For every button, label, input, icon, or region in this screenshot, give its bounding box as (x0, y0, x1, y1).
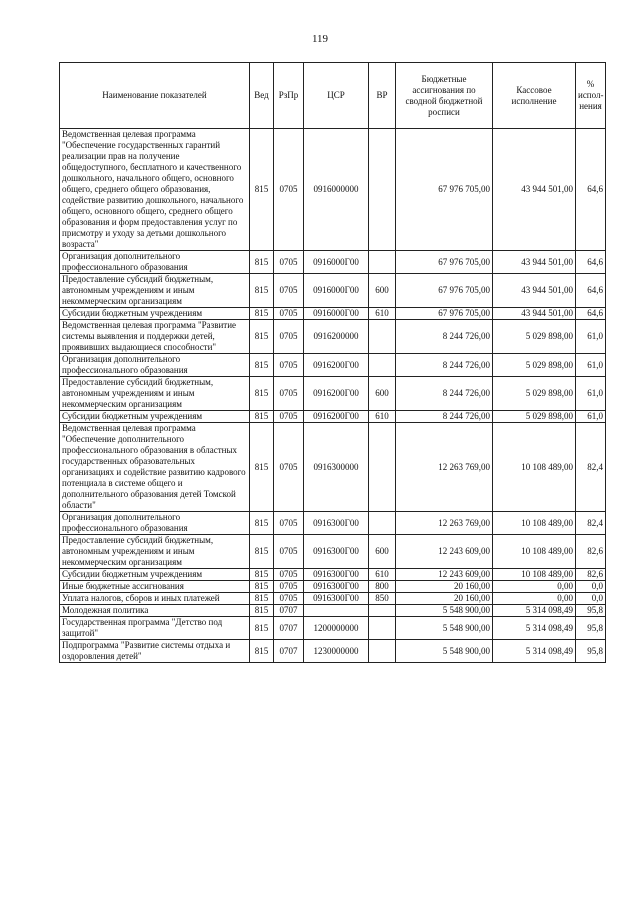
cell-assign: 5 548 900,00 (396, 605, 493, 617)
cell-vr: 600 (369, 535, 396, 569)
cell-vr: 850 (369, 593, 396, 605)
cell-assign: 12 263 769,00 (396, 423, 493, 512)
cell-ved: 815 (250, 308, 274, 320)
cell-cash: 10 108 489,00 (493, 423, 576, 512)
table-header-row (60, 63, 606, 129)
cell-assign: 8 244 726,00 (396, 320, 493, 354)
cell-ved: 815 (250, 617, 274, 640)
cell-cash: 43 944 501,00 (493, 251, 576, 274)
cell-csr: 0916000Г00 (304, 274, 369, 308)
cell-vr: 800 (369, 581, 396, 593)
table-row (60, 593, 606, 605)
cell-rzpr: 0705 (274, 320, 304, 354)
cell-pct: 95,8 (576, 605, 606, 617)
cell-csr: 0916300000 (304, 423, 369, 512)
header-vr: ВР (369, 63, 396, 129)
cell-ved: 815 (250, 640, 274, 663)
cell-assign: 8 244 726,00 (396, 377, 493, 411)
cell-cash: 5 029 898,00 (493, 411, 576, 423)
cell-cash: 5 314 098,49 (493, 605, 576, 617)
cell-ved: 815 (250, 423, 274, 512)
cell-csr: 0916300Г00 (304, 593, 369, 605)
cell-assign: 5 548 900,00 (396, 640, 493, 663)
cell-rzpr: 0705 (274, 308, 304, 320)
cell-csr: 0916200000 (304, 320, 369, 354)
cell-rzpr: 0707 (274, 640, 304, 663)
cell-cash: 43 944 501,00 (493, 274, 576, 308)
cell-assign: 8 244 726,00 (396, 354, 493, 377)
cell-vr (369, 617, 396, 640)
cell-cash: 5 029 898,00 (493, 354, 576, 377)
cell-name: Организация дополнительного профессионального образования (60, 251, 250, 274)
header-assign: Бюджетные ассигнования по сводной бюджетной росписи (396, 63, 493, 129)
cell-pct: 61,0 (576, 320, 606, 354)
cell-assign: 67 976 705,00 (396, 308, 493, 320)
cell-vr (369, 354, 396, 377)
header-csr: ЦСР (304, 63, 369, 129)
cell-name: Предоставление субсидий бюджетным, автономным учреждениям и иным некоммерческим организациям (60, 377, 250, 411)
cell-assign: 67 976 705,00 (396, 274, 493, 308)
table-row (60, 354, 606, 377)
page-number: 119 (311, 33, 329, 45)
cell-cash: 5 029 898,00 (493, 320, 576, 354)
cell-csr: 0916300Г00 (304, 512, 369, 535)
cell-ved: 815 (250, 593, 274, 605)
cell-pct: 61,0 (576, 411, 606, 423)
cell-rzpr: 0705 (274, 535, 304, 569)
cell-pct: 95,8 (576, 640, 606, 663)
table-row (60, 320, 606, 354)
table-row (60, 535, 606, 569)
cell-pct: 61,0 (576, 377, 606, 411)
cell-csr: 0916200Г00 (304, 411, 369, 423)
table-row (60, 617, 606, 640)
table-row (60, 274, 606, 308)
cell-assign: 67 976 705,00 (396, 129, 493, 251)
cell-name: Молодежная политика (60, 605, 250, 617)
header-cash: Кассовое исполнение (493, 63, 576, 129)
cell-ved: 815 (250, 320, 274, 354)
cell-name: Предоставление субсидий бюджетным, автономным учреждениям и иным некоммерческим организациям (60, 274, 250, 308)
cell-rzpr: 0707 (274, 617, 304, 640)
cell-vr (369, 320, 396, 354)
cell-ved: 815 (250, 411, 274, 423)
cell-pct: 0,0 (576, 581, 606, 593)
cell-assign: 12 243 609,00 (396, 569, 493, 581)
table-row (60, 377, 606, 411)
cell-csr (304, 605, 369, 617)
table-row (60, 640, 606, 663)
cell-assign: 20 160,00 (396, 593, 493, 605)
cell-pct: 82,4 (576, 423, 606, 512)
cell-assign: 67 976 705,00 (396, 251, 493, 274)
cell-rzpr: 0707 (274, 605, 304, 617)
header-pct: % испол-нения (576, 63, 606, 129)
header-rzpr: РзПр (274, 63, 304, 129)
table-row (60, 308, 606, 320)
cell-rzpr: 0705 (274, 569, 304, 581)
cell-name: Организация дополнительного профессионального образования (60, 354, 250, 377)
header-name: Наименование показателей (60, 63, 250, 129)
cell-csr: 0916300Г00 (304, 535, 369, 569)
cell-pct: 82,4 (576, 512, 606, 535)
cell-cash: 10 108 489,00 (493, 569, 576, 581)
cell-vr: 610 (369, 411, 396, 423)
cell-cash: 5 029 898,00 (493, 377, 576, 411)
cell-name: Субсидии бюджетным учреждениям (60, 411, 250, 423)
cell-ved: 815 (250, 377, 274, 411)
cell-csr: 0916200Г00 (304, 377, 369, 411)
cell-cash: 43 944 501,00 (493, 308, 576, 320)
cell-rzpr: 0705 (274, 593, 304, 605)
cell-ved: 815 (250, 129, 274, 251)
cell-rzpr: 0705 (274, 423, 304, 512)
cell-pct: 61,0 (576, 354, 606, 377)
cell-pct: 95,8 (576, 617, 606, 640)
cell-vr (369, 129, 396, 251)
cell-name: Ведомственная целевая программа "Обеспечение государственных гарантий реализации прав на получение общедоступного, бесплатного и качественного дошкольного, начального общего, основного общего, среднего общего образования, содействие развитию дошкольного, начального общего, основного общего, среднего общего образования и форм предоставления услуг по присмотру и уходу за детьми дошкольного возраста" (60, 129, 250, 251)
cell-csr: 0916000000 (304, 129, 369, 251)
cell-assign: 8 244 726,00 (396, 411, 493, 423)
cell-name: Ведомственная целевая программа "Развитие системы выявления и поддержки детей, проявивших выдающиеся способности" (60, 320, 250, 354)
cell-rzpr: 0705 (274, 377, 304, 411)
cell-name: Ведомственная целевая программа "Обеспечение дополнительного профессионального образования в областных государственных образовательных организациях и содействие развитию кадрового потенциала в системе общего и дополнительного образования детей Томской области" (60, 423, 250, 512)
cell-vr (369, 605, 396, 617)
cell-ved: 815 (250, 535, 274, 569)
cell-pct: 64,6 (576, 308, 606, 320)
cell-name: Уплата налогов, сборов и иных платежей (60, 593, 250, 605)
cell-csr: 0916000Г00 (304, 308, 369, 320)
table-row (60, 605, 606, 617)
table-row (60, 569, 606, 581)
cell-ved: 815 (250, 605, 274, 617)
cell-rzpr: 0705 (274, 581, 304, 593)
cell-rzpr: 0705 (274, 354, 304, 377)
cell-rzpr: 0705 (274, 251, 304, 274)
cell-assign: 5 548 900,00 (396, 617, 493, 640)
table-row (60, 581, 606, 593)
cell-ved: 815 (250, 354, 274, 377)
cell-cash: 5 314 098,49 (493, 640, 576, 663)
cell-ved: 815 (250, 512, 274, 535)
header-ved: Вед (250, 63, 274, 129)
cell-vr (369, 423, 396, 512)
cell-csr: 0916300Г00 (304, 569, 369, 581)
cell-vr (369, 640, 396, 663)
cell-assign: 20 160,00 (396, 581, 493, 593)
cell-name: Государственная программа "Детство под защитой" (60, 617, 250, 640)
cell-vr: 610 (369, 569, 396, 581)
cell-cash: 10 108 489,00 (493, 535, 576, 569)
table-row (60, 129, 606, 251)
cell-csr: 0916200Г00 (304, 354, 369, 377)
cell-csr: 1200000000 (304, 617, 369, 640)
cell-name: Иные бюджетные ассигнования (60, 581, 250, 593)
cell-cash: 0,00 (493, 593, 576, 605)
cell-ved: 815 (250, 569, 274, 581)
cell-vr: 600 (369, 377, 396, 411)
table-row (60, 411, 606, 423)
cell-rzpr: 0705 (274, 411, 304, 423)
cell-pct: 82,6 (576, 535, 606, 569)
cell-assign: 12 243 609,00 (396, 535, 493, 569)
cell-pct: 82,6 (576, 569, 606, 581)
cell-cash: 10 108 489,00 (493, 512, 576, 535)
table-row (60, 512, 606, 535)
cell-rzpr: 0705 (274, 512, 304, 535)
cell-cash: 43 944 501,00 (493, 129, 576, 251)
cell-name: Предоставление субсидий бюджетным, автономным учреждениям и иным некоммерческим организациям (60, 535, 250, 569)
cell-rzpr: 0705 (274, 274, 304, 308)
cell-vr (369, 512, 396, 535)
table-row (60, 251, 606, 274)
cell-rzpr: 0705 (274, 129, 304, 251)
cell-csr: 0916300Г00 (304, 581, 369, 593)
table-row (60, 423, 606, 512)
cell-assign: 12 263 769,00 (396, 512, 493, 535)
budget-table (59, 62, 606, 663)
cell-vr: 610 (369, 308, 396, 320)
cell-pct: 0,0 (576, 593, 606, 605)
cell-ved: 815 (250, 251, 274, 274)
cell-pct: 64,6 (576, 274, 606, 308)
cell-csr: 0916000Г00 (304, 251, 369, 274)
cell-ved: 815 (250, 581, 274, 593)
cell-vr (369, 251, 396, 274)
cell-name: Субсидии бюджетным учреждениям (60, 569, 250, 581)
cell-name: Субсидии бюджетным учреждениям (60, 308, 250, 320)
cell-pct: 64,6 (576, 129, 606, 251)
cell-vr: 600 (369, 274, 396, 308)
cell-pct: 64,6 (576, 251, 606, 274)
cell-name: Организация дополнительного профессионального образования (60, 512, 250, 535)
cell-ved: 815 (250, 274, 274, 308)
cell-cash: 0,00 (493, 581, 576, 593)
cell-cash: 5 314 098,49 (493, 617, 576, 640)
cell-name: Подпрограмма "Развитие системы отдыха и оздоровления детей" (60, 640, 250, 663)
cell-csr: 1230000000 (304, 640, 369, 663)
